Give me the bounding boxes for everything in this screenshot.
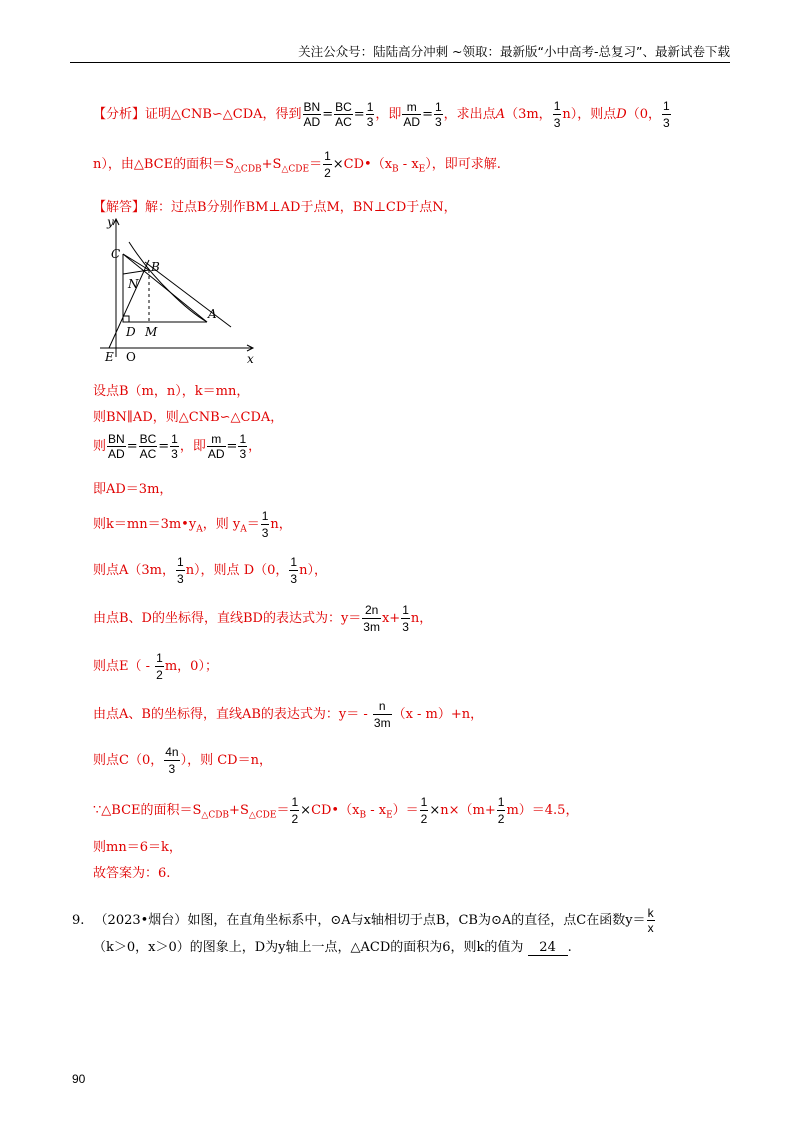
header-rule [70, 62, 730, 63]
question-9-line-2: （k＞0，x＞0）的图象上，D为y轴上一点，△ACD的面积为6，则k的值为 24 . [93, 940, 572, 955]
solution-line-11: ∵△BCE的面积$=S_{\triangle CDB}+S_{\triangle CDE}=$ $\frac{1}{2}$ $\times CD•(x_B - x_E)=$ $\frac{1}{2}$ ×n×（m+ $\frac{1}{2}$ m）＝4.5， [93, 795, 579, 826]
analysis-tag: 【分析】 [93, 107, 146, 122]
label-y: y [107, 215, 114, 229]
label-n: N [128, 277, 139, 291]
solution-line-1: 设点B（m，n），k＝mn， [93, 384, 250, 399]
solution-line-13: 故答案为：6. [93, 866, 171, 881]
question-source: （2023•烟台） [94, 913, 188, 928]
label-c: C [111, 247, 121, 261]
frac-bn-ad: $\frac{BN}{AD}$ [303, 100, 321, 129]
solution-line-7: 由点B、D的坐标得，直线BD的表达式为：y＝ $\frac{2n}{3m}$ x+ $\frac{1}{3}$ n， [93, 603, 433, 634]
frac-one-third-2: $\frac{1}{3}$ [434, 100, 442, 129]
page-number: 90 [72, 1072, 86, 1086]
solution-line-8: 则点E（ - $\frac{1}{2}$ m，0）； [93, 651, 218, 682]
frac-one-third-3: $\frac{1}{3}$ [553, 99, 561, 130]
label-a: A [208, 307, 217, 321]
frac-k-x: $\frac{k}{x}$ [647, 906, 654, 935]
solution-line-4: 即AD＝3m， [93, 482, 173, 497]
coordinate-figure [95, 212, 260, 367]
frac-m-ad: $\frac{m}{AD}$ [403, 100, 421, 129]
label-d: D [126, 325, 136, 339]
solution-line-5: 则$k=mn=3m•y_A$，则 $y_A=$ $\frac{1}{3}$ n， [93, 509, 292, 540]
answer-intro: 【解答】解：过点B分别作BM⊥AD于点M，BN⊥CD于点N， [93, 200, 457, 215]
analysis-line-2: n），由△BCE的面积$=S_{\triangle CDB}+S_{\triangle CDE}=$ $\frac{1}{2}$ $\times CD•(x_B - x_E)$，即可求解. [93, 149, 501, 180]
frac-one-half: $\frac{1}{2}$ [324, 149, 331, 180]
solution-line-2: 则BN∥AD，则△CNB∽△CDA， [93, 410, 284, 425]
question-9-line-1: 9. （2023•烟台）如图，在直角坐标系中，⊙A与x轴相切于点B，CB为⊙A的直径，点C在函数y＝ $\frac{k}{x}$ [72, 906, 654, 935]
right-angle-mark [123, 316, 129, 322]
solution-line-10: 则点C（0， $\frac{4n}{3}$ ），则 CD＝n， [93, 745, 272, 776]
solution-line-6: 则点A（3m， $\frac{1}{3}$ n），则点 D（0， $\frac{1}{3}$ n）， [93, 555, 327, 586]
page-header: 关注公众号：陆陆高分冲刺 ~领取：最新版“小中高考-总复习”、最新试卷下载 [298, 44, 730, 59]
analysis-line-1: 【分析】证明△CNB∽△CDA，得到 $\frac{BN}{AD}$ = $\frac{BC}{AC}$ = $\frac{1}{3}$ ，即 $\frac{m}{AD}$ = $\frac{1}{3}$ ，求出点A（3m， $\frac{1}{3}$ n），则点D（0， $\frac{1}{3}$ [93, 99, 670, 130]
label-x: x [247, 352, 254, 366]
frac-one-third-4: $\frac{1}{3}$ [662, 99, 670, 130]
solution-line-3: 则 $\frac{BN}{AD}$ = $\frac{BC}{AC}$ = $\frac{1}{3}$ ，即 $\frac{m}{AD}$ = $\frac{1}{3}$ ， [93, 432, 262, 461]
frac-one-third: $\frac{1}{3}$ [366, 100, 374, 129]
solution-line-12: 则mn＝6＝k， [93, 840, 182, 855]
answer-blank: 24 [528, 940, 568, 956]
label-o: O [126, 350, 136, 364]
label-e: E [105, 350, 114, 364]
label-b: B [151, 260, 160, 274]
analysis-text-1a: 证明△CNB∽△CDA，得到 [145, 107, 302, 122]
solution-line-9: 由点A、B的坐标得，直线AB的表达式为：y＝ - $\frac{n}{3m}$ （x - m）+n， [93, 699, 484, 730]
hyperbola-curve [129, 242, 207, 322]
label-m: M [145, 325, 158, 339]
frac-bc-ac: $\frac{BC}{AC}$ [335, 100, 352, 129]
question-number: 9. [72, 913, 85, 928]
